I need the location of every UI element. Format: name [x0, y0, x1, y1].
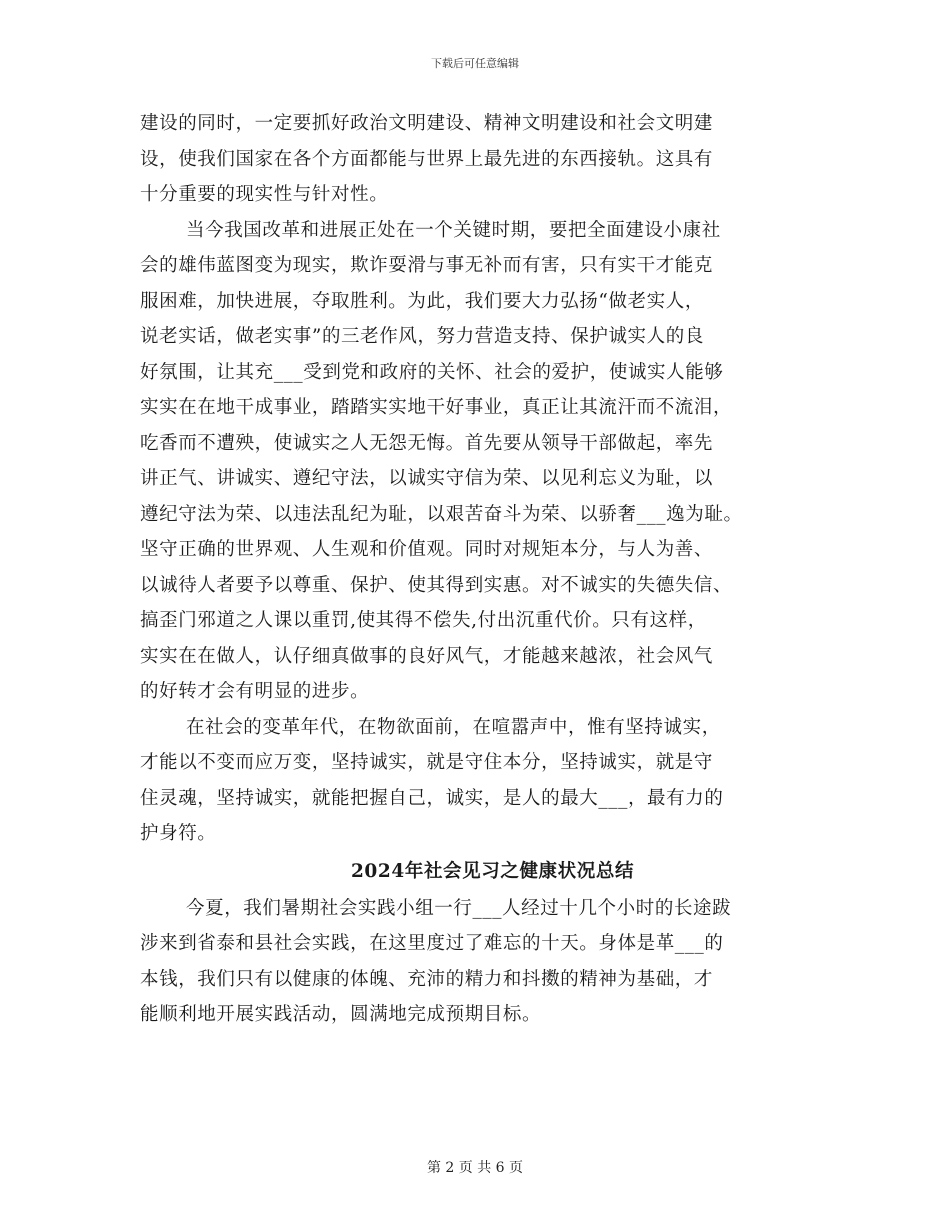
text-line: 住灵魂，坚持诚实，就能把握自己，诚实，是人的最大___，最有力的: [140, 787, 724, 809]
text-line: 的好转才会有明显的进步。: [140, 681, 370, 702]
text-line: 说老实话，做老实事”的三老作风，努力营造支持、保护诚实人的良: [140, 326, 704, 347]
text-line: 护身符。: [140, 823, 217, 844]
text-line: 实实在在地干成事业，踏踏实实地干好事业，真正让其流汗而不流泪，: [140, 397, 733, 418]
document-body: [140, 106, 820, 1033]
paragraph-1: [140, 106, 820, 213]
paragraph-2: [140, 213, 820, 710]
text-line: 十分重要的现实性与针对性。: [140, 184, 389, 205]
section-title: 2024年社会见习之健康状况总结: [350, 860, 635, 882]
text-line: 讲正气、讲诚实、遵纪守法，以诚实守信为荣、以见利忘义为耻，以: [140, 468, 714, 489]
text-line: 坚守正确的世界观、人生观和价值观。同时对规矩本分，与人为善、: [140, 539, 714, 560]
text-line: 才能以不变而应万变，坚持诚实，就是守住本分，坚持诚实，就是守: [140, 752, 714, 773]
text-line: 能顺利地开展实践活动，圆满地完成预期目标。: [140, 1004, 542, 1025]
text-line: 本钱，我们只有以健康的体魄、充沛的精力和抖擞的精神为基础，才: [140, 968, 714, 990]
page-number: 第 2 页 共 6 页: [426, 1160, 524, 1176]
text-line: 以诚待人者要予以尊重、保护、使其得到实惠。对不诚实的失德失信、: [140, 574, 733, 596]
text-line: 遵纪守法为荣、以违法乱纪为耻，以艰苦奋斗为荣、以骄奢___逸为耻。: [140, 503, 743, 525]
paragraph-3: [140, 710, 820, 852]
text-line: 吃香而不遭殃，使诚实之人无怨无悔。首先要从领导干部做起，率先: [140, 432, 714, 454]
text-line: 服困难，加快进展，夺取胜利。为此，我们要大力弘扬“做老实人，: [140, 290, 704, 312]
text-line: 涉来到省泰和县社会实践，在这里度过了难忘的十天。身体是革___的: [140, 933, 724, 954]
text-line: 实实在在做人，认仔细真做事的良好风气，才能越来越浓，社会风气: [140, 645, 714, 667]
text-line: 好氛围，让其充___受到党和政府的关怀、社会的爱护，使诚实人能够: [140, 361, 724, 383]
text-line: 会的雄伟蓝图变为现实，欺诈耍滑与事无补而有害，只有实干才能克: [140, 255, 714, 276]
text-line: 搞歪门邪道之人课以重罚,使其得不偿失,付出沉重代价。只有这样，: [140, 610, 707, 631]
page-header: 下载后可任意编辑: [431, 57, 519, 70]
paragraph-4: [140, 891, 820, 1033]
text-line: 今夏，我们暑期社会实践小组一行___人经过十几个小时的长途跋: [186, 897, 732, 919]
text-line: 当今我国改革和进展正处在一个关键时期，要把全面建设小康社: [186, 219, 721, 241]
text-line: 在社会的变革年代，在物欲面前，在喧嚣声中，惟有坚持诚实，: [186, 716, 721, 738]
text-line: 建设的同时，一定要抓好政治文明建设、精神文明建设和社会文明建: [140, 113, 714, 134]
text-line: 设，使我们国家在各个方面都能与世界上最先进的东西接轨。这具有: [140, 148, 714, 170]
